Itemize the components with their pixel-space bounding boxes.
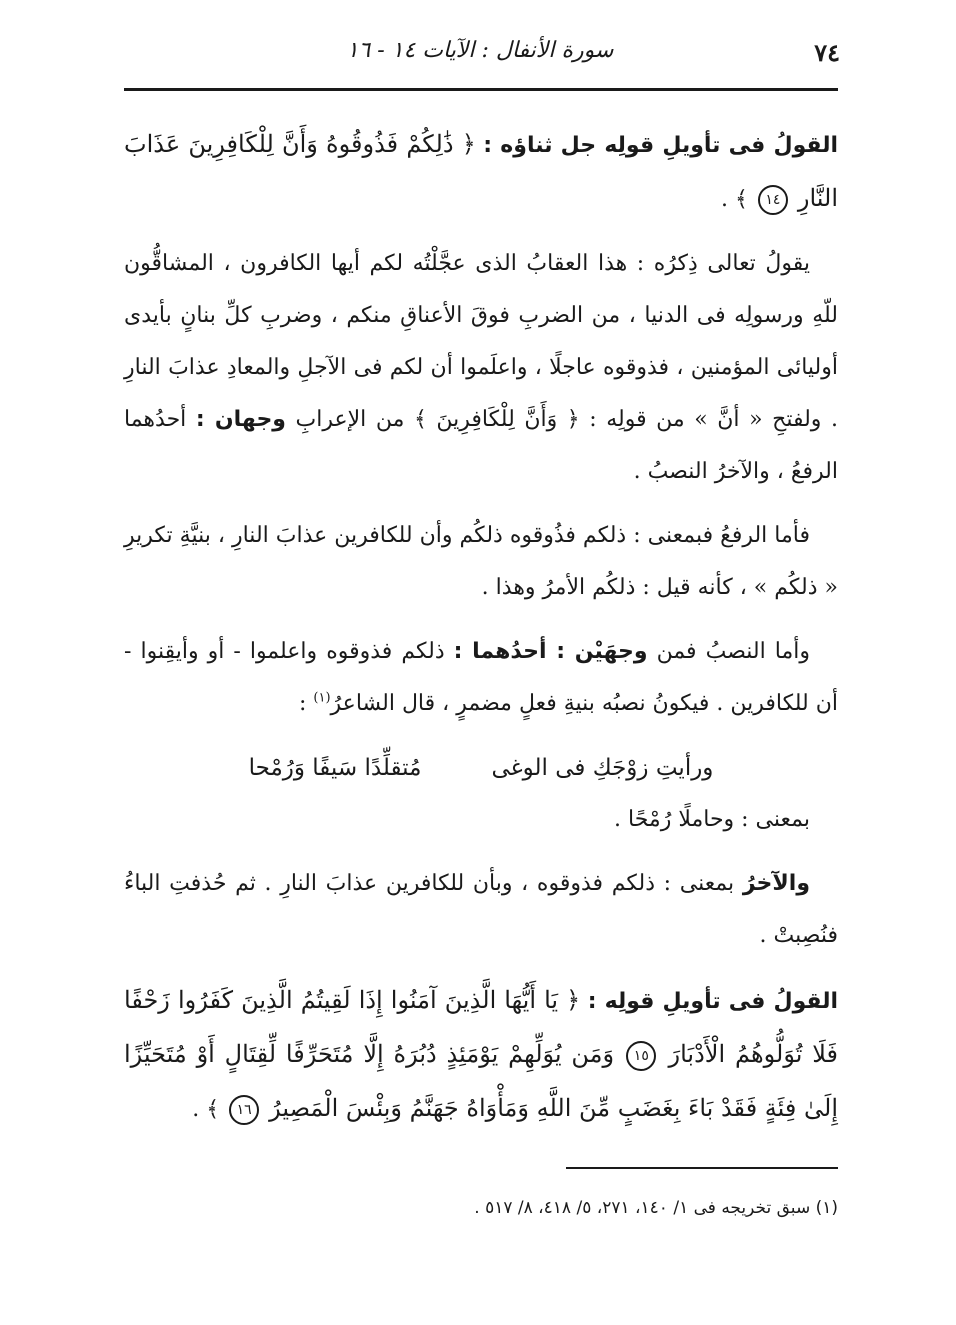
quran-verse: ﴿ يَا أَيُّهَا الَّذِينَ آمَنُوا إِذَا لَقِيتُمُ الَّذِينَ كَفَرُوا زَحْفًا فَلَا تُوَلُّوهُمُ الْأَدْبَارَ: [124, 986, 839, 1068]
main-text: [124, 118, 838, 1148]
page-header: [120, 32, 840, 76]
poetry-verse: [124, 742, 838, 794]
verse-meaning: بمعنى : وحاملًا رُمْحًا .: [614, 807, 810, 832]
paragraph-text: فأما الرفعُ فبمعنى : ذلكم فذُوقوه ذلكُم وأن للكافرين عذابَ النارِ ، بنيَّةِ تكريرِ « ذلكُم » ، كأنه قيل : ذلكُم الأمرُ وهذا .: [124, 523, 838, 600]
section-lead: القولُ فى تأويلِ قولِه جل ثناؤه :: [483, 133, 838, 158]
footnote-rule: [566, 1167, 838, 1169]
quran-verse: وَمَن يُوَلِّهِمْ يَوْمَئِذٍ دُبُرَهُ إِلَّا مُتَحَرِّفًا لِّقِتَالٍ أَوْ مُتَحَيِّزًا إِلَىٰ فِئَةٍ فَقَدْ بَاءَ بِغَضَبٍ مِّنَ اللَّهِ وَمَأْوَاهُ جَهَنَّمُ وَبِئْسَ الْمَصِيرُ: [124, 1040, 838, 1122]
paragraph-text: يقولُ تعالى ذِكرُه : هذا العقابُ الذى عجَّلْتُه لكم أيها الكافرون ، المشاقُّون للّهِ ورسولِه فى الدنيا ، من الضربِ فوقَ الأعناقِ منكم ، وضربِ كلِّ بنانٍ بأيدى أوليائى المؤمنين ، فذوقوه عاجلًا ، واعلَموا أن لكم فى الآجلِ والمعادِ عذابَ النارِ . ولفتحِ « أنَّ » من قولِه : ﴿ وَأَنَّ لِلْكَافِرِينَ ﴾ من الإعرابِ: [124, 251, 838, 432]
hemistich-2: مُتقلِّدًا سَيفًا وَرُمْحا: [248, 755, 422, 781]
page-number: ٧٤: [814, 38, 840, 67]
bold-term: وجهَيْن : أحدُهما :: [453, 639, 648, 664]
paragraph-2: [124, 238, 838, 498]
paragraph-6: [124, 974, 838, 1136]
paragraph-text: بمعنى : ذلكم فذوقوه ، وبأن للكافرين عذابَ النارِ . ثم حُذفتِ الباءُ فنُصِبتْ .: [124, 871, 838, 948]
ayah-number-icon: ١٦: [229, 1095, 259, 1125]
footnote-marker[interactable]: (١): [313, 690, 331, 706]
ayah-number-icon: ١٥: [626, 1041, 656, 1071]
running-head: سورة الأنفال : الآيات ١٤ - ١٦: [346, 38, 614, 63]
paragraph-5: [124, 858, 838, 962]
bold-term: وجهان :: [195, 407, 286, 432]
verse-end: ﴾ .: [192, 1097, 220, 1122]
verse-end: ﴾ .: [720, 187, 748, 212]
header-rule: [124, 88, 838, 91]
quran-verse: ﴿ ذَٰلِكُمْ فَذُوقُوهُ وَأَنَّ لِلْكَافِرِينَ عَذَابَ النَّارِ: [124, 130, 838, 212]
ayah-number-icon: ١٤: [758, 185, 788, 215]
paragraph-text: وأما النصبُ فمن: [656, 639, 810, 664]
paragraph-text: :: [298, 691, 307, 716]
footnote: (١) سبق تخريجه فى ١/ ١٤٠، ٢٧١، ٥/ ٤١٨، ٨/ ٥١٧ .: [474, 1198, 838, 1218]
section-lead: القولُ فى تأويلِ قولِه :: [587, 989, 839, 1014]
paragraph-1: [124, 118, 838, 226]
paragraph-4: [124, 626, 838, 730]
paragraph-text: أحدُهما الرفعُ ، والآخرُ النصبُ .: [124, 407, 838, 484]
bold-term: والآخرُ: [742, 871, 811, 896]
paragraph-3: [124, 510, 838, 614]
hemistich-1: ورأيتِ زوْجَكِ فى الوغى: [491, 755, 714, 781]
paragraph-text: ذلكم فذوقوه واعلموا - أو وأيقِنوا - أن للكافرين . فيكونُ نصبُه بنيةِ فعلٍ مضمرٍ ، قال الشاعرُ: [124, 639, 838, 716]
